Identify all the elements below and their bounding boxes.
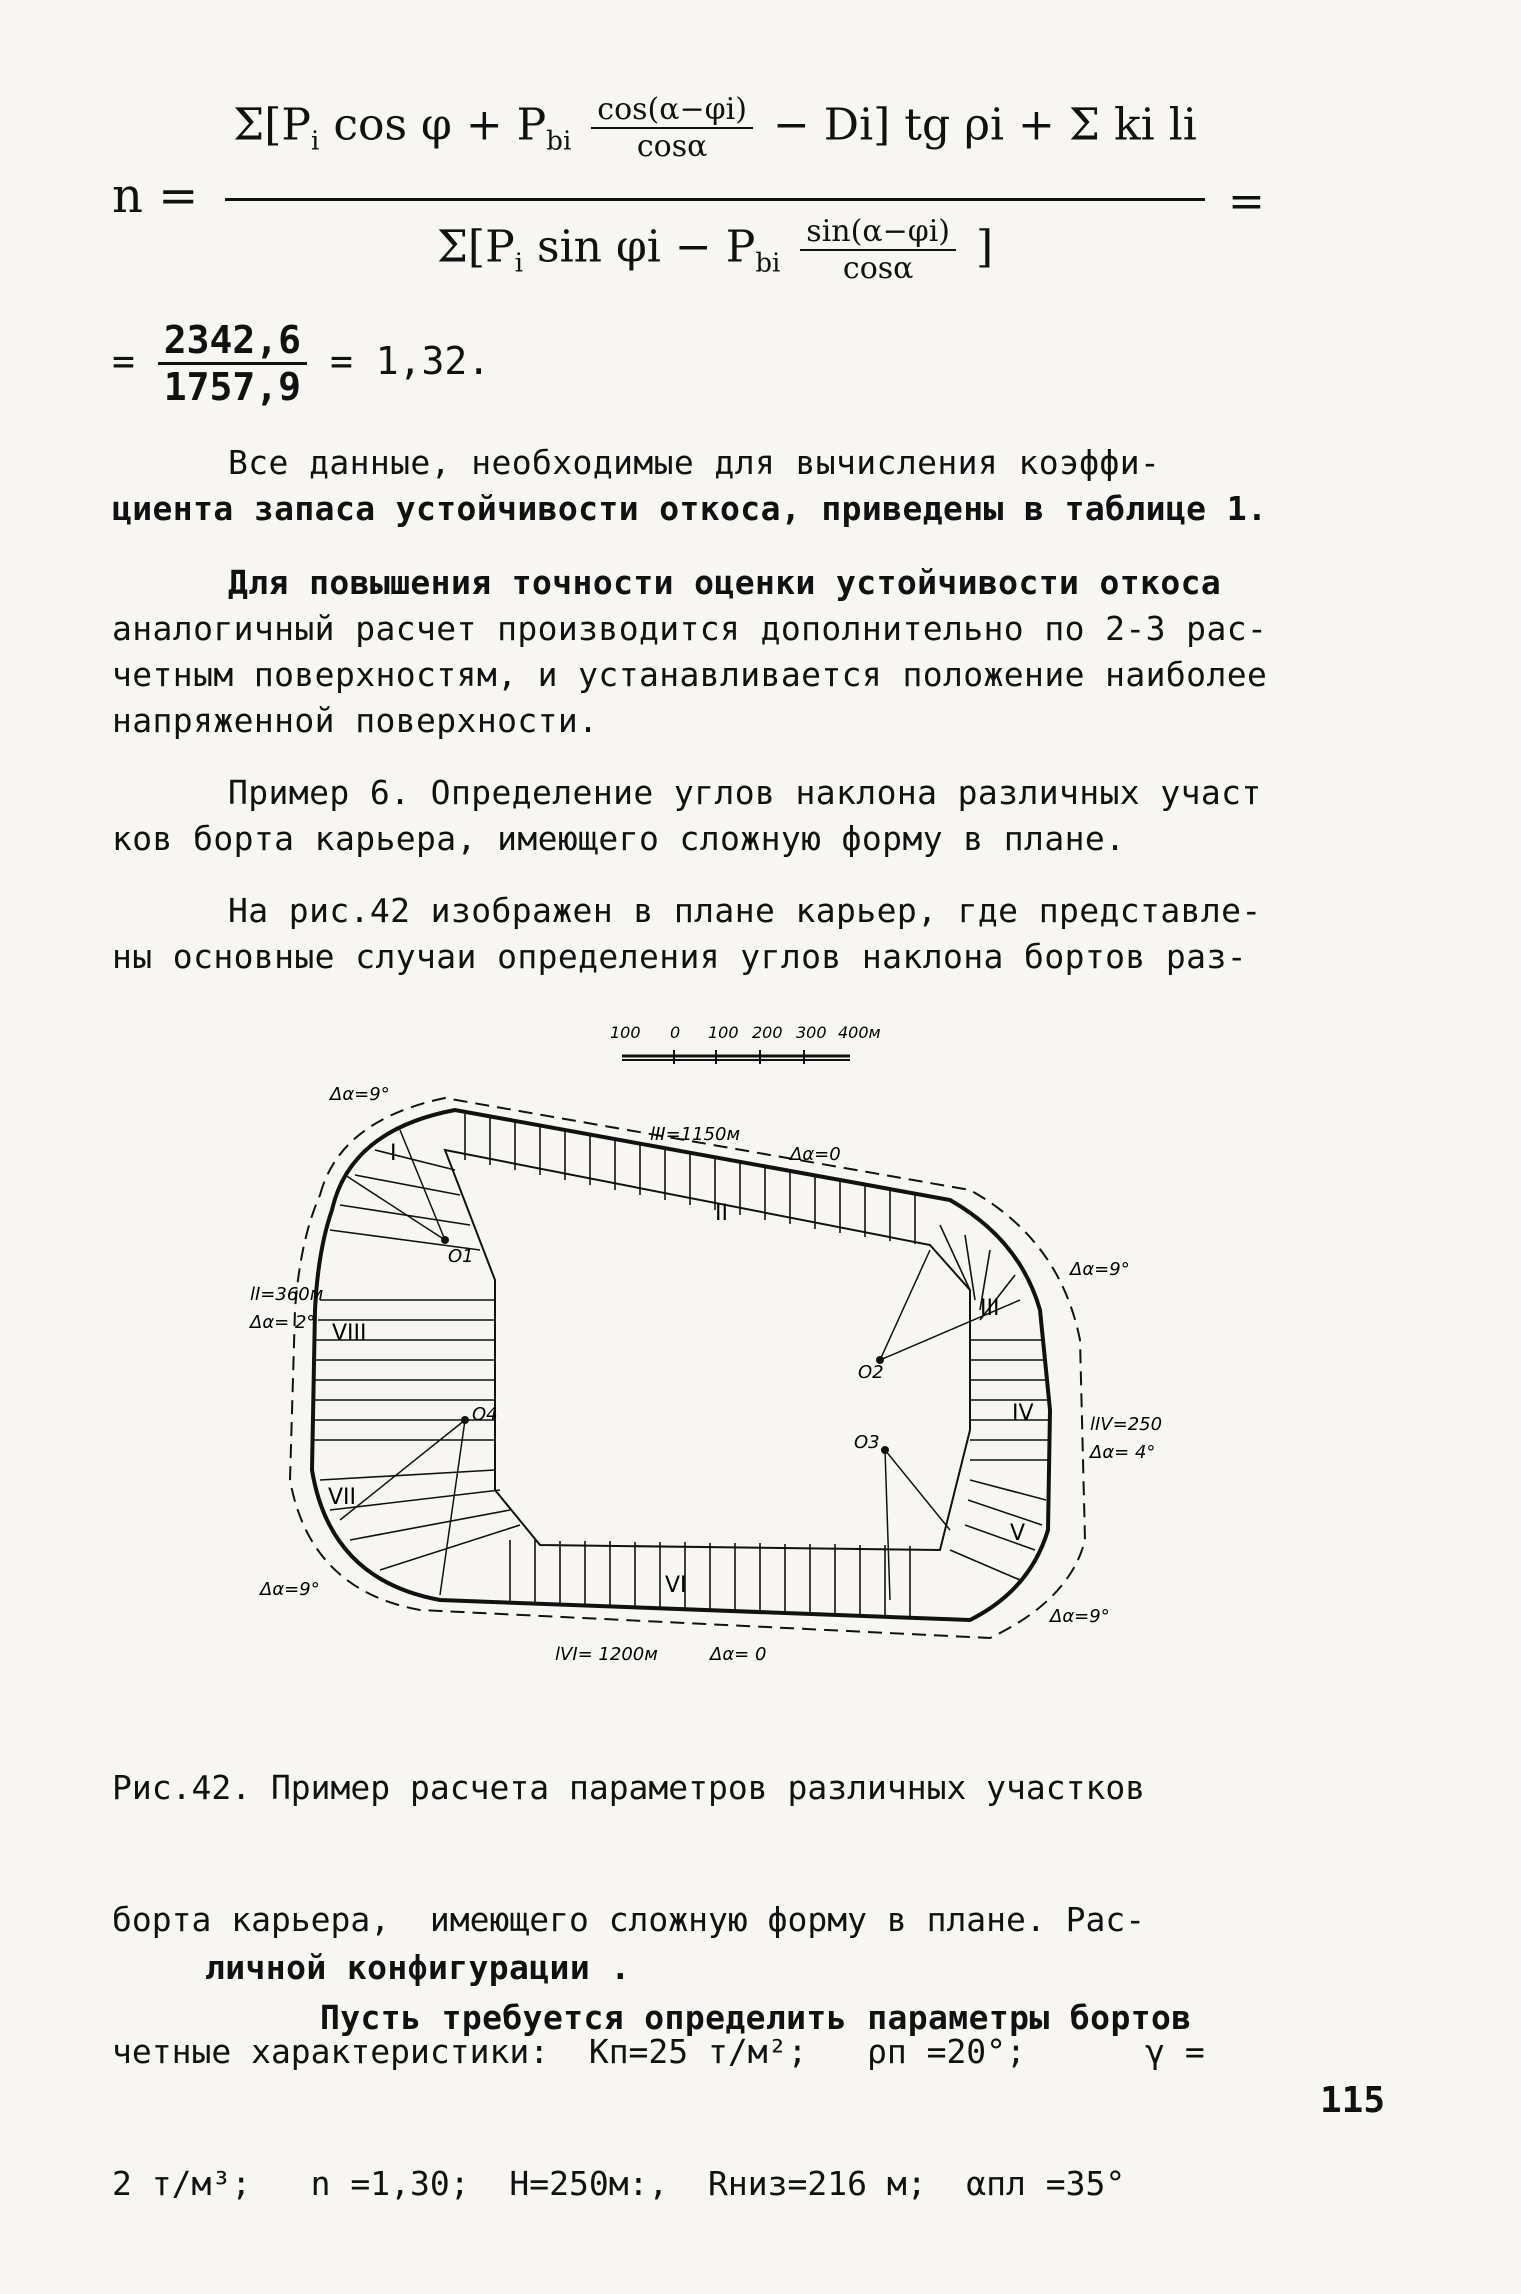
scale-label-0: 100 bbox=[610, 1023, 641, 1042]
section-iv: IV bbox=[1012, 1401, 1034, 1426]
center-o1: O1 bbox=[448, 1246, 474, 1267]
paragraph-3-line-2: ков борта карьера, имеющего сложную форму в плане. bbox=[112, 819, 1126, 858]
section-vii: VII bbox=[328, 1485, 357, 1510]
paragraph-2-line-1: Для повышения точности оценки устойчивости откоса bbox=[228, 563, 1222, 602]
scale-label-4: 300 bbox=[796, 1023, 827, 1042]
formula-result: = $\frac{2342,6}{1757,9}$ = 1,32. bbox=[112, 318, 491, 409]
label-bottom-right-angle: Δα=9° bbox=[1050, 1606, 1110, 1627]
section-i: I bbox=[390, 1141, 397, 1166]
section-viii: VIII bbox=[332, 1321, 367, 1346]
caption-line-2: борта карьера, имеющего сложную форму в плане. Рас- bbox=[112, 1900, 1146, 1939]
quarry-plan-figure bbox=[250, 1010, 1163, 1670]
result-fraction: $\frac{2342,6}{1757,9}$ bbox=[158, 318, 307, 409]
paragraph-3-line-1: Пример 6. Определение углов наклона различных участ bbox=[228, 773, 1262, 812]
label-top-length: lII=1150м bbox=[650, 1124, 741, 1145]
formula-denominator: $\Sigma[P_i$ $\sin \varphi i - P_{bi}$ $\frac{\sin(\alpha-\varphi i)}{\cos\alpha}$ ] bbox=[436, 214, 994, 286]
paragraph-2-line-4: напряженной поверхности. bbox=[112, 701, 599, 740]
label-right-top-angle: Δα=9° bbox=[1070, 1259, 1130, 1280]
label-bottom-angle: Δα= 0 bbox=[710, 1644, 767, 1665]
section-v: V bbox=[1010, 1521, 1026, 1546]
paragraph-4-line-2: ны основные случаи определения углов наклона бортов раз- bbox=[112, 937, 1247, 976]
curvature-centers bbox=[441, 1236, 889, 1454]
paragraph-2-line-2: аналогичный расчет производится дополнительно по 2-3 рас- bbox=[112, 609, 1268, 648]
paragraph-1-line-1: Все данные, необходимые для вычисления коэффи- bbox=[228, 443, 1161, 482]
paragraph-1-line-2: циента запаса устойчивости откоса, приведены в таблице 1. bbox=[112, 489, 1268, 528]
scale-label-3: 200 bbox=[752, 1023, 783, 1042]
scale-label-5: 400м bbox=[838, 1023, 881, 1042]
label-right-angle: Δα= 4° bbox=[1090, 1442, 1156, 1463]
section-iii: III bbox=[980, 1296, 1000, 1321]
label-top-left-angle: Δα=9° bbox=[330, 1084, 390, 1105]
label-right-length: lIV=250 bbox=[1090, 1414, 1163, 1435]
paragraph-4-line-1: На рис.42 изображен в плане карьер, где представле- bbox=[228, 891, 1262, 930]
section-ii: II bbox=[715, 1201, 728, 1226]
section-labels bbox=[328, 1141, 1034, 1598]
radius-lines bbox=[340, 1130, 1020, 1600]
label-left-length: lI=360м bbox=[250, 1284, 324, 1305]
numerator-inner-fraction: $\frac{\cos(\alpha-\varphi i)}{\cos\alpha}$ bbox=[591, 92, 753, 164]
scale-bar bbox=[610, 1023, 881, 1064]
label-bottom-length: lVI= 1200м bbox=[555, 1644, 658, 1665]
denominator-inner-fraction: $\frac{\sin(\alpha-\varphi i)}{\cos\alpha}$ bbox=[800, 214, 956, 286]
caption-line-1: Рис.42. Пример расчета параметров различных участков bbox=[112, 1768, 1146, 1807]
page-number: 115 bbox=[1320, 2080, 1386, 2121]
label-left-angle: Δα= 2° bbox=[250, 1312, 316, 1333]
tail-line-2: Пусть требуется определить параметры бортов bbox=[320, 1998, 1192, 2037]
scale-label-1: 0 bbox=[670, 1023, 681, 1042]
formula-numerator: $\Sigma[P_i$ $\cos \varphi + P_{bi}$ $\frac{\cos(\alpha-\varphi i)}{\cos\alpha}$ − Di] tg ρi + Σ ki li bbox=[233, 92, 1197, 164]
scale-label-2: 100 bbox=[708, 1023, 739, 1042]
label-top-angle: Δα=0 bbox=[790, 1144, 841, 1165]
formula-fraction-bar bbox=[225, 198, 1205, 201]
label-bottom-left-angle: Δα=9° bbox=[260, 1579, 320, 1600]
paragraph-2-line-3: четным поверхностям, и устанавливается положение наиболее bbox=[112, 655, 1268, 694]
section-vi: VI bbox=[665, 1573, 687, 1598]
center-o2: O2 bbox=[858, 1362, 884, 1383]
tail-line-1: личной конфигурации . bbox=[205, 1948, 631, 1987]
caption-line-4: 2 т/м³; n =1,30; H=250м:, Rниз=216 м; αпл =35° bbox=[112, 2164, 1126, 2203]
center-o3: O3 bbox=[854, 1432, 880, 1453]
quarry-bottom-contour bbox=[445, 1150, 970, 1550]
caption-line-3: четные характеристики: Kп=25 т/м²; ρп =20°; γ = bbox=[112, 2032, 1205, 2071]
formula-rhs-equals: = bbox=[1228, 176, 1265, 227]
formula-lhs: n = bbox=[112, 168, 199, 224]
center-o4: O4 bbox=[472, 1404, 498, 1425]
